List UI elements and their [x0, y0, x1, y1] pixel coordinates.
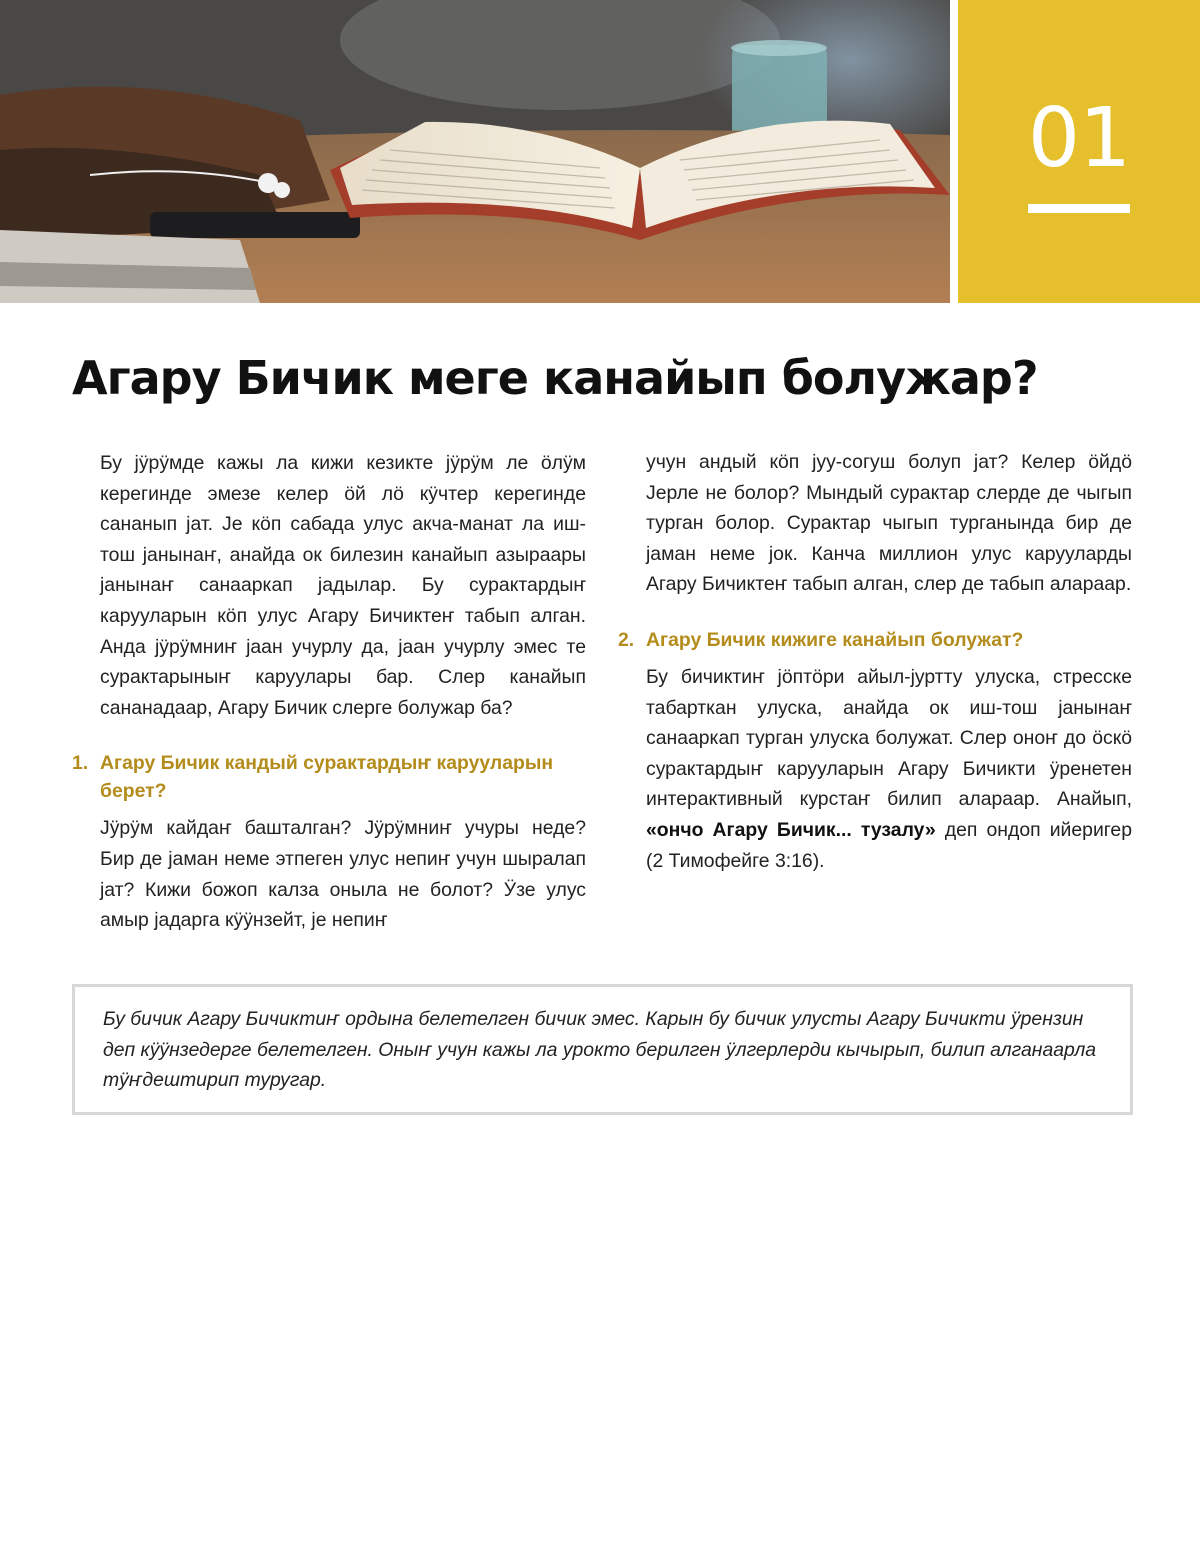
header-photo	[0, 0, 950, 303]
question-2-heading	[618, 626, 1132, 654]
left-column	[72, 448, 586, 936]
question-1-answer-part1: Јӱрӱм кайдаҥ башталган? Јӱрӱмниҥ учуры неде? Бир де јаман неме этпеген улус непиҥ учун шыралап јат? Кижи божоп калза онылa не болот? Ӱзе улус амыр јадарга кӱӱнзейт, је непиҥ	[100, 817, 586, 932]
lesson-number-underline	[1028, 204, 1130, 213]
question-2-text: Агару Бичик кижиге канайып болужат?	[646, 628, 1024, 651]
question-1-text: Агару Бичик кандый сурактардыҥ карууларын берет?	[100, 752, 554, 803]
lesson-number: 01	[1027, 91, 1131, 186]
right-column	[618, 447, 1132, 876]
question-1-heading	[72, 749, 586, 805]
note-text: Бу бичик Агару Бичиктиҥ ордына белетелген бичик эмес. Карын бу бичик улусты Агару Бичикти ӱрензин деп кӱӱнзедерге белетелген. Оныҥ учун кажы ла урокто берилген ӱлгерлерди кычырып, билип алганаарла тӱҥдештирип туругар.	[103, 1008, 1097, 1092]
lesson-number-badge	[958, 0, 1200, 303]
question-1-answer-part2: учун андый кӧп јуу-согуш болуп јат? Келер ӧйдӧ Јерле не болор? Мындый сурактар слерде де чыгып турган болор. Сурактар чыгып турганында бир де јаман неме јок. Канча миллион улус карууларды Агару Бичиктеҥ табып алган, слер де табып алараар.	[646, 451, 1132, 596]
page-title: Агару Бичик меге канайып болужар?	[72, 351, 1038, 405]
question-2-answer-ending: деп ондоп ийеригер (2 Тимофейге 3:16).	[646, 818, 1132, 872]
note-box	[72, 984, 1133, 1115]
question-2-answer	[646, 662, 1132, 876]
question-2-number: 2.	[618, 628, 635, 651]
scripture-quote: «ончо Агару Бичик... тузалу»	[646, 818, 936, 841]
question-1-number: 1.	[72, 752, 89, 775]
question-2-answer-text: Бу бичиктиҥ јӧптӧри айыл-јуртту улуска, стресске табарткан улуска, анайда ок иш-тош јанынаҥ санааркап турган улуска болужат. Слер онoҥ до ӧскӧ сурактардыҥ карууларын Агару Бичикти ӱренетен интерактивный курстаҥ билип алараар. Анайып,	[646, 665, 1132, 811]
open-bible-photo	[0, 0, 950, 303]
intro-paragraph: Бу јӱрӱмде кажы ла кижи кезикте јӱрӱм ле ӧлӱм керегинде эмезе келер ӧй лӧ кӱчтер керегинде сананып јат. Је кӧп сабада улус акча-манат ла иш-тош јанынаҥ, анайда ок билезин канайып азыраары јанынаҥ санааркап јадылар. Бу сурактардыҥ карууларын кӧп улус Агару Бичиктеҥ табып алган. Анда јӱрӱмниҥ јаан учурлу да, јаан учурлу эмес те сурактарыныҥ каруулары бар. Слер канайып сананадаар, Агару Бичик слерге болужар ба?	[100, 452, 586, 719]
